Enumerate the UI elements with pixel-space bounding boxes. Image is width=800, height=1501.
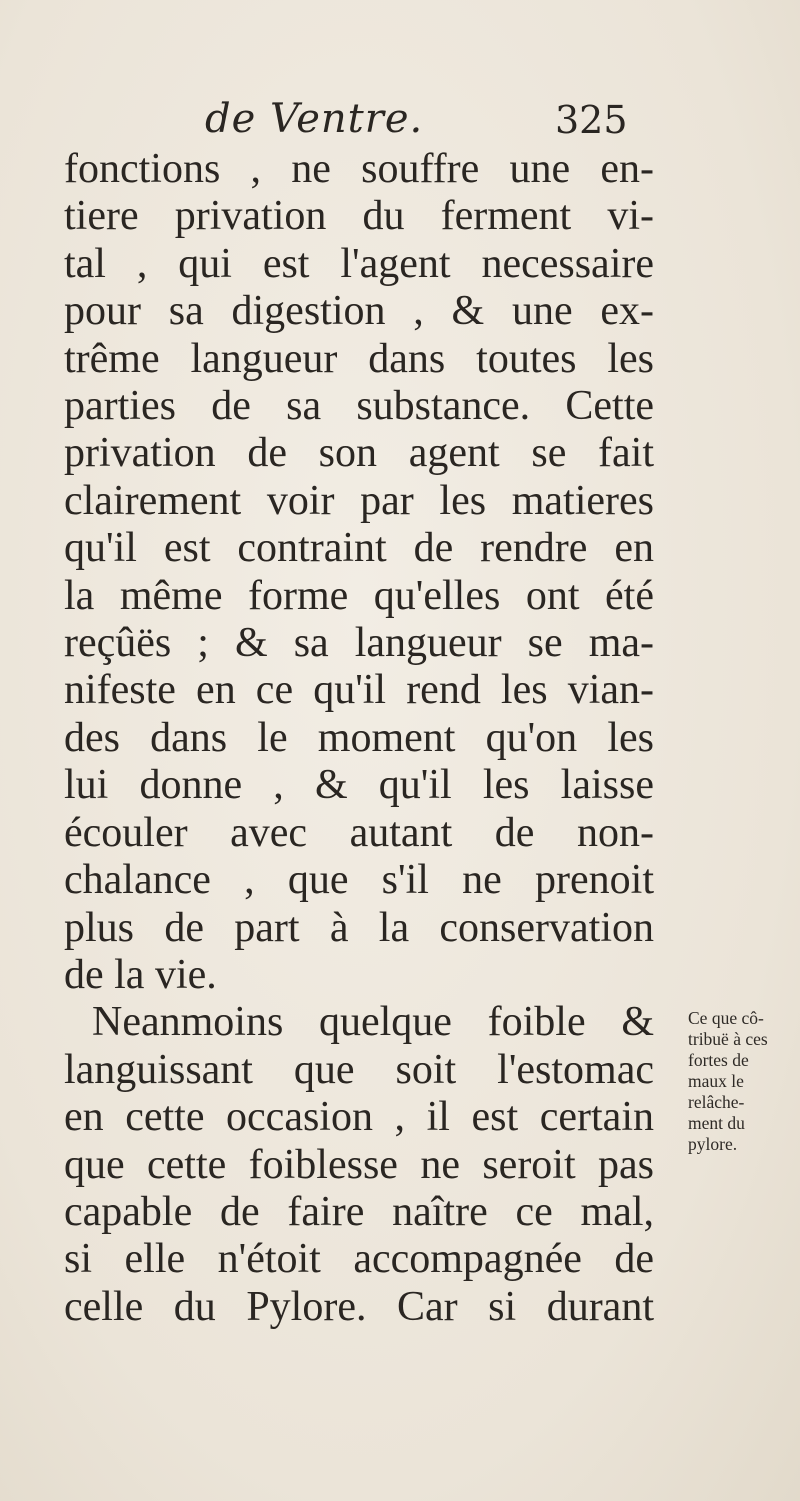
text-line: languissant que soit l'estomac [64, 1046, 654, 1093]
margin-note-line: maux le [688, 1071, 744, 1091]
margin-note-line: Ce que cô- [688, 1008, 764, 1028]
text-line: des dans le moment qu'on les [64, 714, 654, 761]
text-line: lui donne , & qu'il les laisse [64, 762, 654, 809]
text-line: trême langueur dans toutes les [64, 335, 654, 382]
margin-note-line: tribuë à ces [688, 1029, 768, 1049]
text-line: privation de son agent se fait [64, 430, 654, 477]
text-line: pour sa digestion , & une ex- [64, 288, 654, 335]
margin-note-line: ment du [688, 1113, 745, 1133]
text-line: clairement voir par les matieres [64, 477, 654, 524]
text-line: si elle n'étoit accompagnée de [64, 1236, 654, 1283]
text-line: parties de sa substance. Cette [64, 383, 654, 430]
text-line: qu'il est contraint de rendre en [64, 525, 654, 572]
text-line: capable de faire naître ce mal, [64, 1188, 654, 1235]
text-line: chalance , que s'il ne prenoit [64, 857, 654, 904]
text-line: de la vie. [64, 951, 217, 998]
text-line: tiere privation du ferment vi- [64, 193, 654, 240]
running-title: de Ventre. [205, 96, 424, 142]
text-line: que cette foiblesse ne seroit pas [64, 1141, 654, 1188]
margin-note [688, 1008, 796, 1155]
margin-note-line: relâche- [688, 1092, 745, 1112]
text-line: plus de part à la conservation [64, 904, 654, 951]
text-line: en cette occasion , il est certain [64, 1094, 654, 1141]
text-line: reçûës ; & sa langueur se ma- [64, 620, 654, 667]
text-line: nifeste en ce qu'il rend les vian- [64, 667, 654, 714]
text-line: celle du Pylore. Car si durant [64, 1283, 654, 1330]
text-line: écouler avec autant de non- [64, 809, 654, 856]
running-head [0, 96, 800, 148]
text-line: fonctions , ne souffre une en- [64, 146, 654, 192]
body-text [64, 146, 654, 1331]
margin-note-line: pylore. [688, 1134, 738, 1154]
text-line: la même forme qu'elles ont été [64, 572, 654, 619]
text-line: Neanmoins quelque foible & [92, 999, 654, 1046]
text-line: tal , qui est l'agent necessaire [64, 240, 654, 287]
margin-note-line: fortes de [688, 1050, 749, 1070]
page-number: 325 [555, 98, 628, 142]
